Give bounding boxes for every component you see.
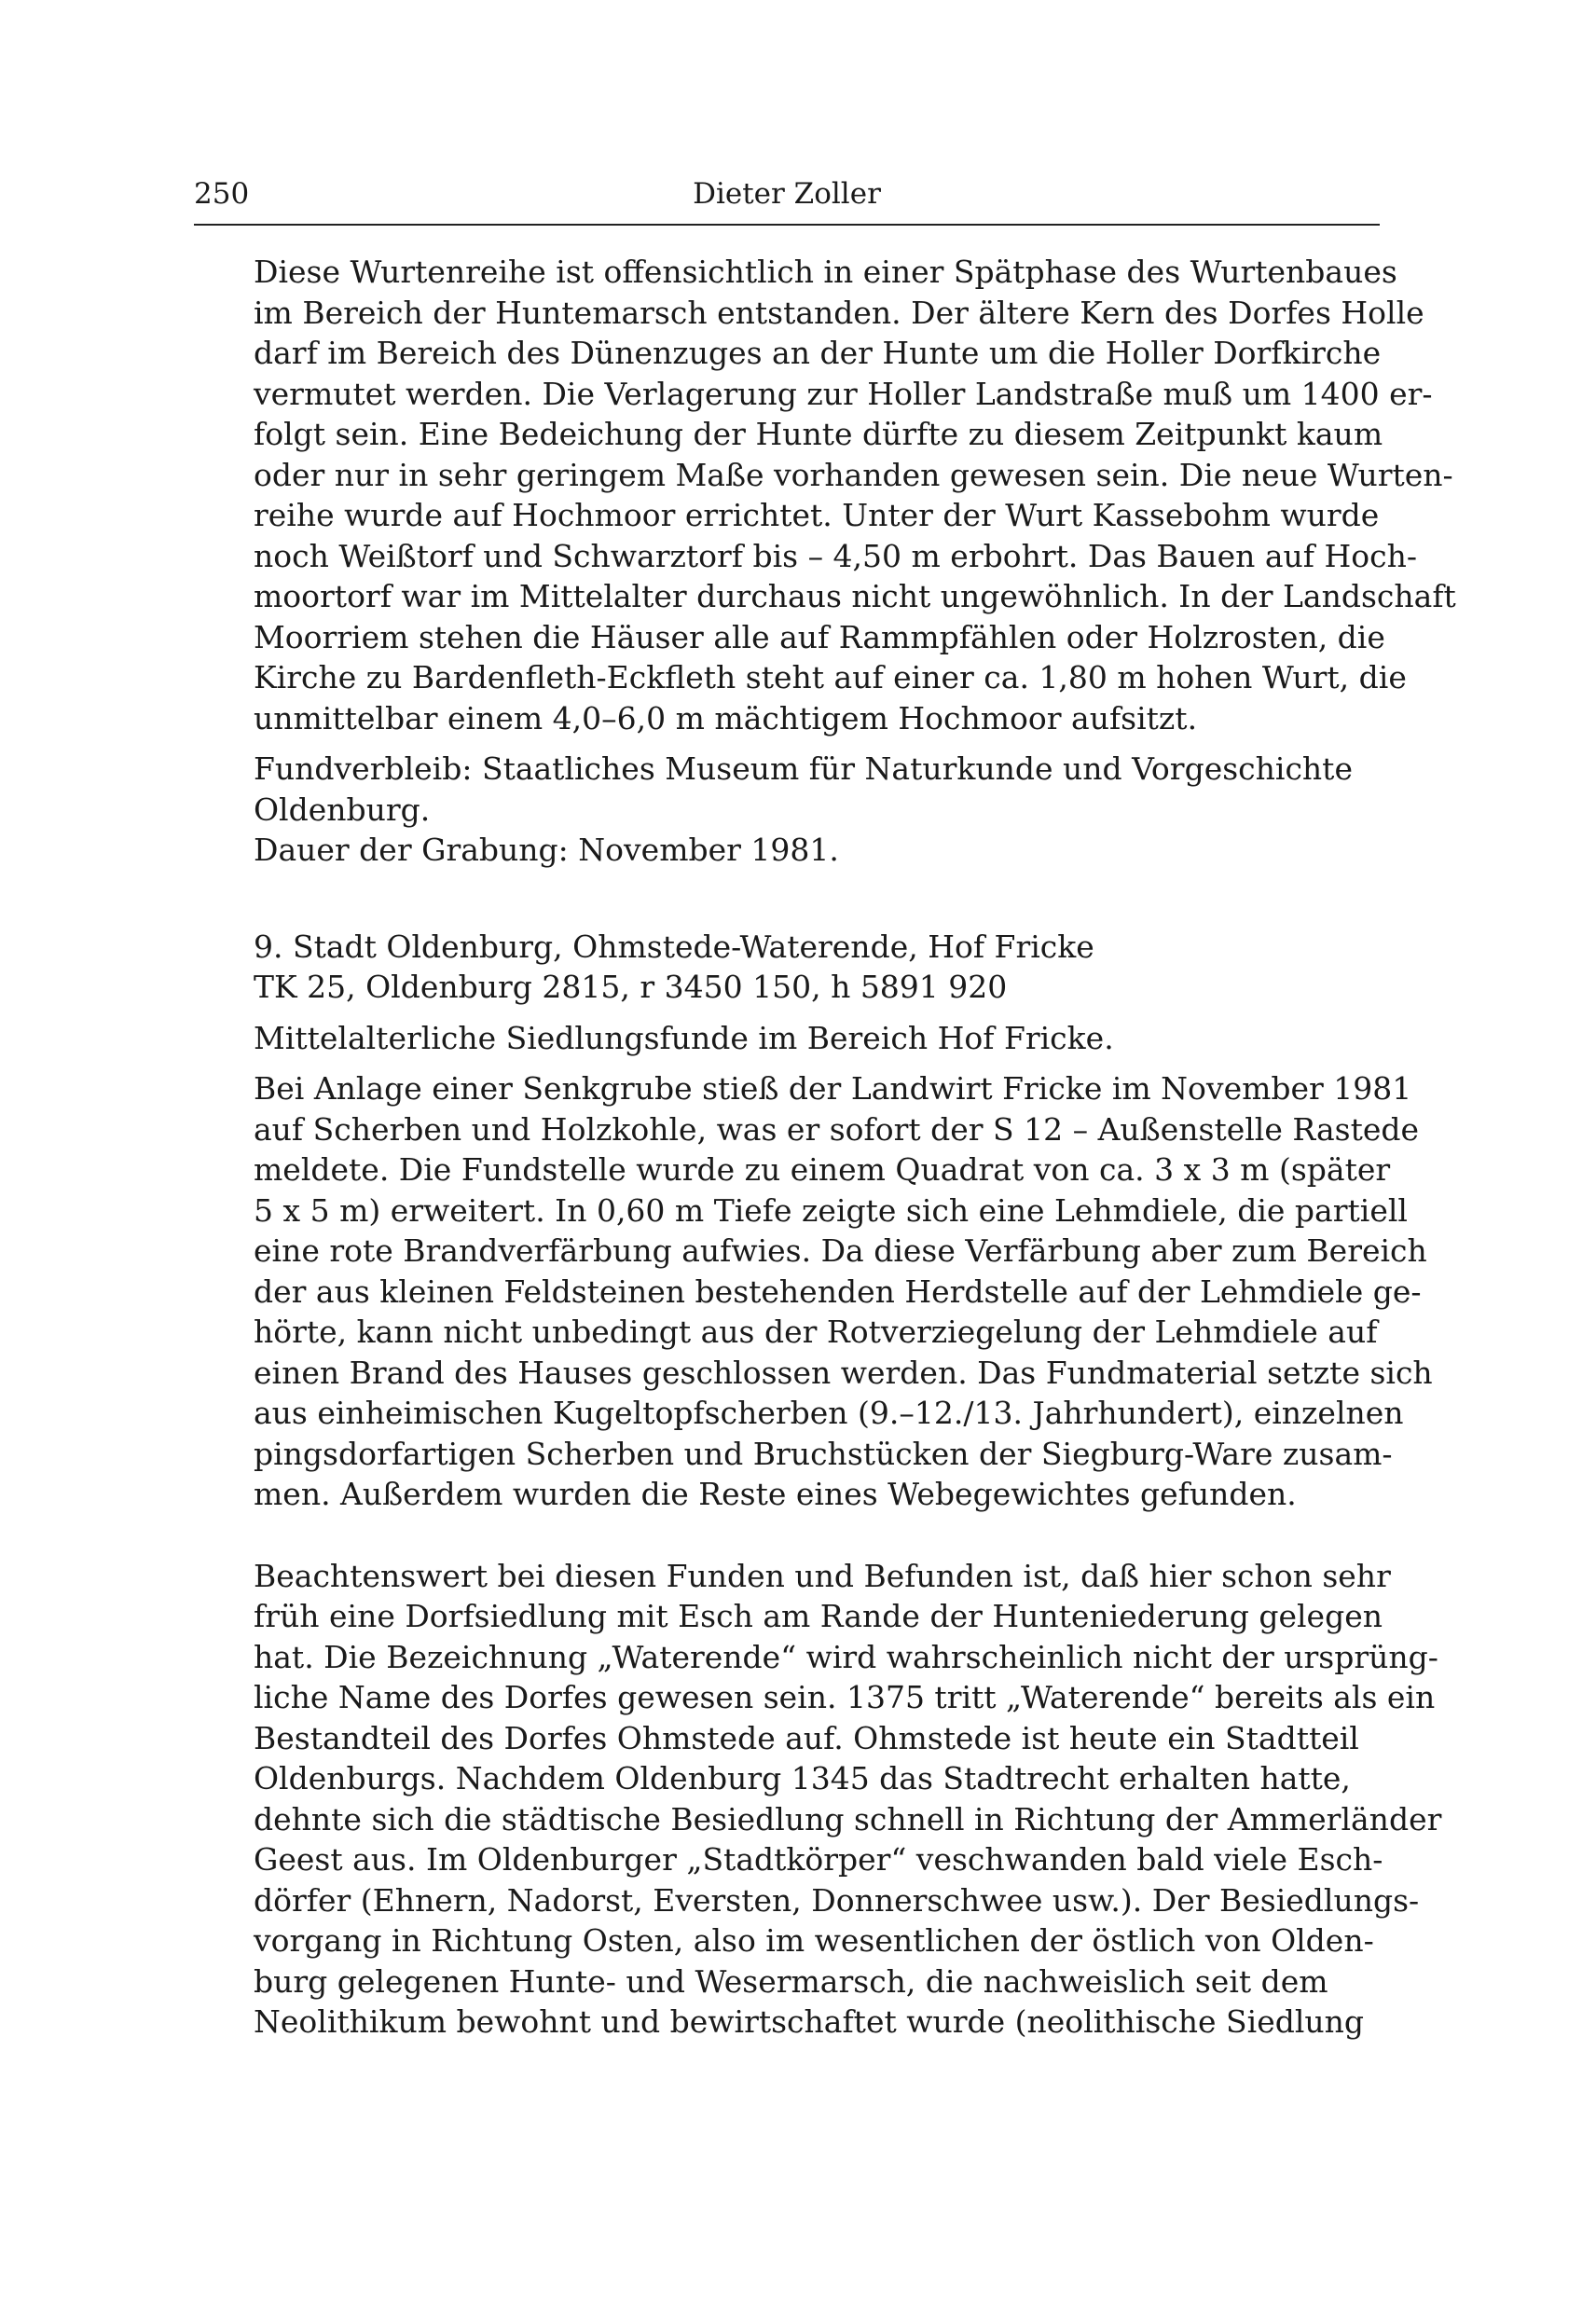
page-number: 250	[194, 177, 250, 211]
paragraph-wurtenreihe	[254, 252, 1456, 738]
text-line: folgt sein. Eine Bedeichung der Hunte dürfte zu diesem Zeitpunkt kaum	[254, 416, 1383, 452]
text-line: früh eine Dorfsiedlung mit Esch am Rande der Hunteniederung gelegen	[254, 1598, 1383, 1634]
text-line: moortorf war im Mittelalter durchaus nicht ungewöhnlich. In der Landschaft	[254, 578, 1456, 614]
text-line: oder nur in sehr geringem Maße vorhanden gewesen sein. Die neue Wurten-	[254, 456, 1453, 493]
section-heading-site-9	[254, 927, 1380, 1008]
text-line: einen Brand des Hauses geschlossen werden. Das Fundmaterial setzte sich	[254, 1354, 1433, 1391]
text-line: Kirche zu Bardenfleth-Eckfleth steht auf einer ca. 1,80 m hohen Wurt, die	[254, 659, 1407, 695]
text-line: 5 x 5 m) erweitert. In 0,60 m Tiefe zeigte sich eine Lehmdiele, die partiell	[254, 1191, 1408, 1229]
text-line: Fundverbleib: Staatliches Museum für Naturkunde und Vorgeschichte	[254, 750, 1353, 787]
running-title: Dieter Zoller	[693, 177, 881, 211]
text-line: Oldenburgs. Nachdem Oldenburg 1345 das Stadtrecht erhalten hatte,	[254, 1760, 1351, 1796]
text-line: burg gelegenen Hunte- und Wesermarsch, die nachweislich seit dem	[254, 1962, 1328, 2000]
text-line: Bei Anlage einer Senkgrube stieß der Landwirt Fricke im November 1981	[254, 1070, 1412, 1107]
text-line: aus einheimischen Kugeltopfscherben (9.–12./13. Jahrhundert), einzelnen	[254, 1395, 1404, 1431]
text-line: darf im Bereich des Dünenzuges an der Hunte um die Holler Dorfkirche	[254, 335, 1382, 371]
text-line: Dauer der Grabung: November 1981.	[254, 832, 839, 868]
text-line: 9. Stadt Oldenburg, Ohmstede-Waterende, Hof Fricke	[254, 928, 1094, 965]
text-line: Neolithikum bewohnt und bewirtschaftet wurde (neolithische Siedlung	[254, 2003, 1365, 2040]
text-line: Beachtenswert bei diesen Funden und Befunden ist, daß hier schon sehr	[254, 1557, 1391, 1594]
text-line: eine rote Brandverfärbung aufwies. Da diese Verfärbung aber zum Bereich	[254, 1232, 1427, 1269]
text-line: vorgang in Richtung Osten, also im wesentlichen der östlich von Olden-	[254, 1922, 1374, 1959]
text-line: hörte, kann nicht unbedingt aus der Rotverziegelung der Lehmdiele auf	[254, 1314, 1378, 1350]
text-line: vermutet werden. Die Verlagerung zur Holler Landstraße muß um 1400 er-	[254, 375, 1433, 412]
text-line: der aus kleinen Feldsteinen bestehenden Herdstelle auf der Lehmdiele ge-	[254, 1273, 1422, 1310]
paragraph-excavation	[254, 1068, 1433, 1515]
text-line: Diese Wurtenreihe ist offensichtlich in einer Spätphase des Wurtenbaues	[254, 254, 1397, 290]
header-rule	[194, 224, 1380, 226]
text-line: Moorriem stehen die Häuser alle auf Rammpfählen oder Holzrosten, die	[254, 618, 1385, 655]
text-line: Oldenburg.	[254, 791, 431, 828]
paragraph-fundverbleib	[254, 749, 1380, 871]
text-line: liche Name des Dorfes gewesen sein. 1375 tritt „Waterende“ bereits als ein	[254, 1679, 1436, 1715]
text-line: meldete. Die Fundstelle wurde zu einem Quadrat von ca. 3 x 3 m (später	[254, 1151, 1391, 1188]
page-header	[194, 168, 1380, 220]
text-line: hat. Die Bezeichnung „Waterende“ wird wahrscheinlich nicht der ursprüng-	[254, 1638, 1438, 1675]
text-line: noch Weißtorf und Schwarztorf bis – 4,50 m erbohrt. Das Bauen auf Hoch-	[254, 537, 1418, 574]
text-line: pingsdorfartigen Scherben und Bruchstücken der Siegburg-Ware zusam-	[254, 1435, 1393, 1472]
text-line: Geest aus. Im Oldenburger „Stadtkörper“ veschwanden bald viele Esch-	[254, 1841, 1383, 1878]
text-line: dörfer (Ehnern, Nadorst, Eversten, Donnerschwee usw.). Der Besiedlungs-	[254, 1881, 1420, 1919]
text-line: TK 25, Oldenburg 2815, r 3450 150, h 5891 920	[254, 969, 1008, 1005]
paragraph-discussion	[254, 1556, 1442, 2043]
text-line: dehnte sich die städtische Besiedlung schnell in Richtung der Ammerländer	[254, 1800, 1442, 1837]
body-text	[254, 252, 1456, 2043]
text-line: unmittelbar einem 4,0–6,0 m mächtigem Hochmoor aufsitzt.	[254, 699, 1198, 736]
paragraph-summary	[254, 1018, 1380, 1059]
text-line: men. Außerdem wurden die Reste eines Webegewichtes gefunden.	[254, 1476, 1297, 1512]
text-line: Mittelalterliche Siedlungsfunde im Bereich Hof Fricke.	[254, 1019, 1114, 1056]
text-line: Bestandteil des Dorfes Ohmstede auf. Ohmstede ist heute ein Stadtteil	[254, 1719, 1359, 1756]
text-line: im Bereich der Huntemarsch entstanden. Der ältere Kern des Dorfes Holle	[254, 294, 1424, 331]
text-line: auf Scherben und Holzkohle, was er sofort der S 12 – Außenstelle Rastede	[254, 1110, 1420, 1148]
text-line: reihe wurde auf Hochmoor errichtet. Unter der Wurt Kassebohm wurde	[254, 497, 1380, 533]
